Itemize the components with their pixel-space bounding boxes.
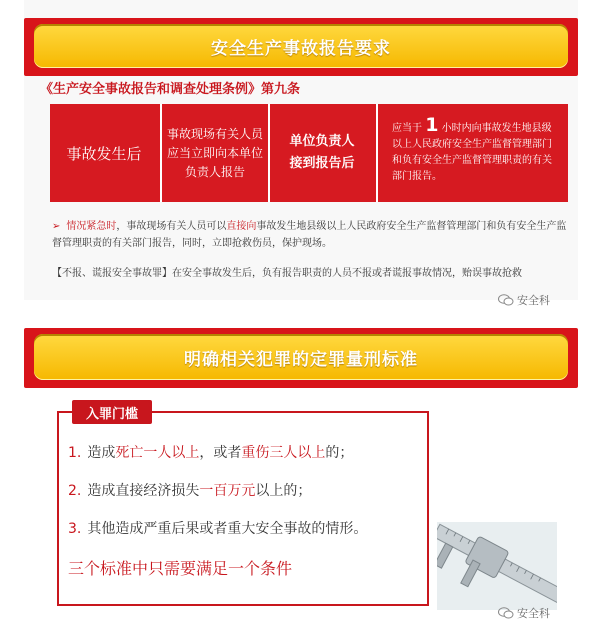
step-onsite-report: 事故现场有关人员 应当立即向本单位 负责人报告 — [166, 126, 263, 179]
emergency-paragraph: ➢ 情况紧急时，事故现场有关人员可以直接向事故发生地县级以上人民政府安全生产监督管理部门和负有安全生产监督管理职责的有关部门报告，同时，立即抢救伤员，保护现场。 — [52, 221, 567, 249]
arrow-bullet-icon: ➢ — [52, 221, 61, 232]
offense-note: 【不报、谎报安全事故罪】在安全事故发生后，负有报告职责的人员不报或者谎报事故情况，贻误事故抢救 — [52, 268, 522, 279]
banner-title: 明确相关犯罪的定罪量刑标准 — [184, 349, 418, 370]
step-divider — [268, 104, 270, 202]
step-divider — [160, 104, 162, 202]
watermark: 安全科 — [498, 605, 550, 621]
step-unit-head: 单位负责人 接到报告后 — [289, 134, 355, 171]
criterion-item: 2. 造成直接经济损失一百万元以上的； — [68, 483, 312, 499]
step-accident-occurs: 事故发生后 — [66, 144, 142, 163]
regulation-title: 《生产安全事故报告和调查处理条例》第九条 — [40, 82, 301, 97]
report-hours: 1 — [425, 114, 439, 136]
step-divider — [376, 104, 378, 202]
criterion-item: 3. 其他造成严重后果或者重大安全事故的情形。 — [68, 521, 368, 537]
step-report-deadline: 应当于 1 小时内向事故发生地县级以上人民政府安全生产监督管理部门和负有安全生产监督管理职责的有关部门报告。 — [392, 114, 552, 182]
wechat-icon — [498, 607, 514, 619]
condition-note: 三个标准中只需要满足一个条件 — [68, 559, 293, 578]
banner-title: 安全生产事故报告要求 — [211, 38, 391, 59]
watermark: 安全科 — [498, 292, 550, 308]
reporting-process — [50, 104, 568, 202]
banner-sentencing-standards — [24, 328, 578, 388]
caliper-image — [437, 522, 557, 610]
wechat-icon — [498, 294, 514, 306]
vernier-caliper-icon — [437, 522, 557, 610]
banner-report-requirements — [24, 18, 578, 76]
threshold-tag: 入罪门槛 — [72, 400, 152, 424]
criterion-item: 1. 造成死亡一人以上，或者重伤三人以上的； — [68, 445, 354, 461]
